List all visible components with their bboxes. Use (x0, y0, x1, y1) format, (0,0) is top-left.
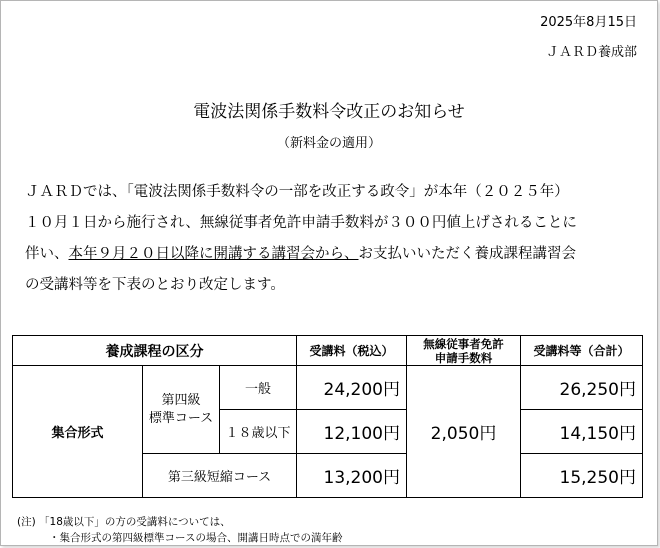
footnote (17, 514, 342, 546)
header-license-fee (407, 336, 521, 366)
header-license-fee-line2: 申請手数料 (434, 350, 493, 365)
notice-date: 2025年8月15日 (540, 15, 637, 30)
fee-table (12, 335, 643, 498)
notice-body (25, 177, 645, 301)
general-tuition: 24,200円 (297, 366, 407, 410)
footnote-line-2: ・集合形式の第四級標準コースの場合、開講日時点での満年齢 (49, 532, 343, 544)
course3-total: 15,250円 (521, 454, 643, 498)
body-line-1: ＪＡＲＤでは、「電波法関係手数料令の一部を改正する政令」が本年（２０２５年） (25, 184, 569, 200)
page-subtitle: （新料金の適用） (276, 136, 381, 151)
course3-label: 第三級短縮コース (143, 454, 297, 498)
header-license-fee-line1: 無線従事者免許 (423, 336, 504, 351)
issuing-organization: ＪＡＲＤ養成部 (545, 45, 637, 60)
group-label: 集合形式 (13, 366, 143, 498)
course3-tuition: 13,200円 (297, 454, 407, 498)
body-line-3 (25, 239, 645, 270)
header-tuition: 受講料（税込） (297, 336, 407, 366)
header-category: 養成課程の区分 (13, 336, 297, 366)
body-line-3-underlined: 本年９月２０日以降に開講する講習会から、 (68, 246, 359, 262)
license-fee: 2,050円 (407, 366, 521, 498)
under18-tuition: 12,100円 (297, 410, 407, 454)
body-line-3-post: お支払いいただく養成課程講習会 (358, 246, 576, 262)
table-row (13, 366, 643, 410)
general-label: 一般 (220, 366, 297, 410)
page-title: 電波法関係手数料令改正のお知らせ (193, 102, 465, 122)
course4-label-line1: 第四級 (161, 392, 201, 408)
header-total: 受講料等（合計） (521, 336, 643, 366)
body-line-2: １０月１日から施行され、無線従事者免許申請手数料が３００円値上げされることに (25, 215, 577, 231)
general-total: 26,250円 (521, 366, 643, 410)
course4-label (143, 366, 220, 454)
body-line-4: の受講料等を下表のとおり改定します。 (25, 277, 285, 293)
under18-label: １８歳以下 (220, 410, 297, 454)
table-header-row (13, 336, 643, 366)
body-line-3-pre: 伴い、 (25, 246, 69, 262)
course4-label-line2: 標準コース (148, 410, 214, 426)
under18-total: 14,150円 (521, 410, 643, 454)
footnote-line-1: (注) 「18歳以下」の方の受講料については、 (17, 516, 231, 528)
